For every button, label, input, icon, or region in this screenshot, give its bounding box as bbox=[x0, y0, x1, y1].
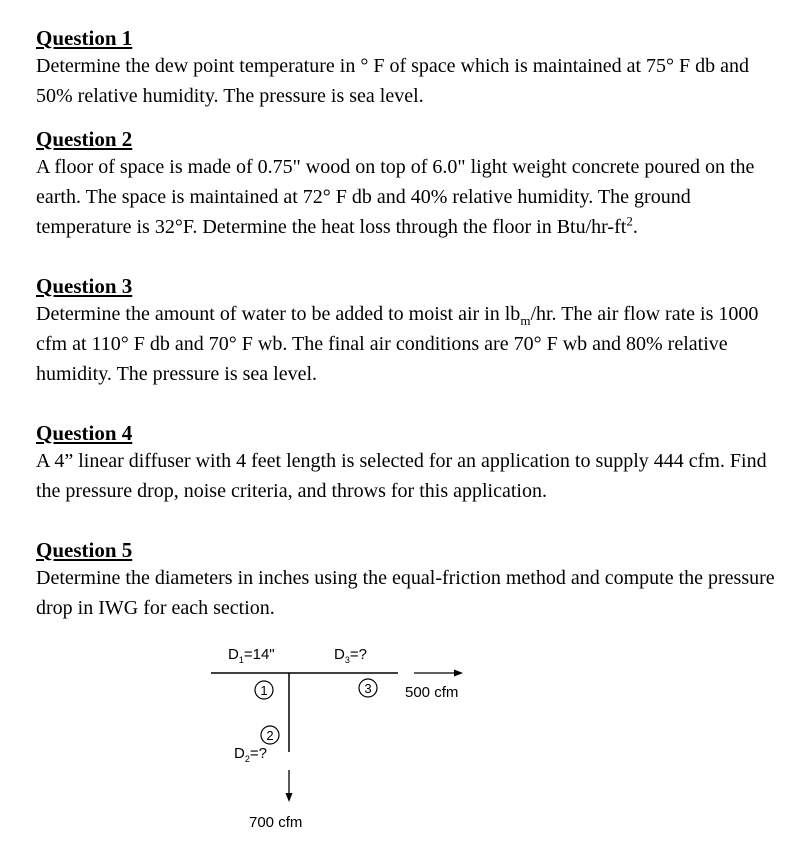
section-2-marker bbox=[261, 726, 279, 744]
question-1-body: Determine the dew point temperature in ° F of space which is maintained at 75° F db and 50% relative humidity. The pressure is sea level. bbox=[36, 55, 750, 107]
question-2-body-superscript: 2 bbox=[626, 213, 633, 229]
question-3-body-text: Determine the amount of water to be added to moist air in lb bbox=[36, 303, 521, 325]
section-1-number: 1 bbox=[260, 683, 268, 698]
d3-label: $D_3=$? bbox=[334, 646, 367, 665]
question-3-heading: Question 3 bbox=[36, 274, 133, 298]
question-5-heading: Question 5 bbox=[36, 538, 133, 562]
branch-flow-arrowhead bbox=[286, 793, 293, 802]
section-3-number: 3 bbox=[364, 681, 372, 696]
main-flow-label: 500 cfm bbox=[405, 684, 459, 701]
question-2-heading: Question 2 bbox=[36, 127, 133, 151]
question-3-body-rest: /hr. The air flow rate is 1000 cfm at 110° F db and 70° F wb. The final air conditions are 70° F wb and 80% relative humidity. The pressure is sea level. bbox=[36, 303, 759, 385]
question-3-body-subscript: m bbox=[520, 313, 531, 328]
d2-label: $D_2=$? bbox=[234, 745, 267, 764]
question-2-body-end: . bbox=[632, 216, 638, 238]
question-2-body-text: A floor of space is made of 0.75" wood on top of 6.0" light weight concrete poured on the earth. The space is maintained at 72° F db and 40% relative humidity. The ground temperature is 32°F. Determine the heat loss through the floor in Btu/hr-ft bbox=[36, 156, 755, 238]
d1-label: $D_1=14$" bbox=[228, 646, 275, 665]
question-1-heading: Question 1 bbox=[36, 26, 133, 50]
branch-flow-label: 700 cfm bbox=[249, 814, 303, 831]
question-5-body: Determine the diameters in inches using the equal-friction method and compute the pressure drop in IWG for each section. bbox=[36, 567, 775, 619]
section-1-marker bbox=[255, 681, 273, 699]
main-flow-arrowhead bbox=[454, 670, 463, 677]
question-4-body: A 4” linear diffuser with 4 feet length is selected for an application to supply 444 cfm. Find the pressure drop, noise criteria, and throws for this application. bbox=[36, 450, 767, 502]
section-2-number: 2 bbox=[266, 728, 274, 743]
section-3-marker bbox=[359, 679, 377, 697]
question-4-heading: Question 4 bbox=[36, 421, 133, 445]
